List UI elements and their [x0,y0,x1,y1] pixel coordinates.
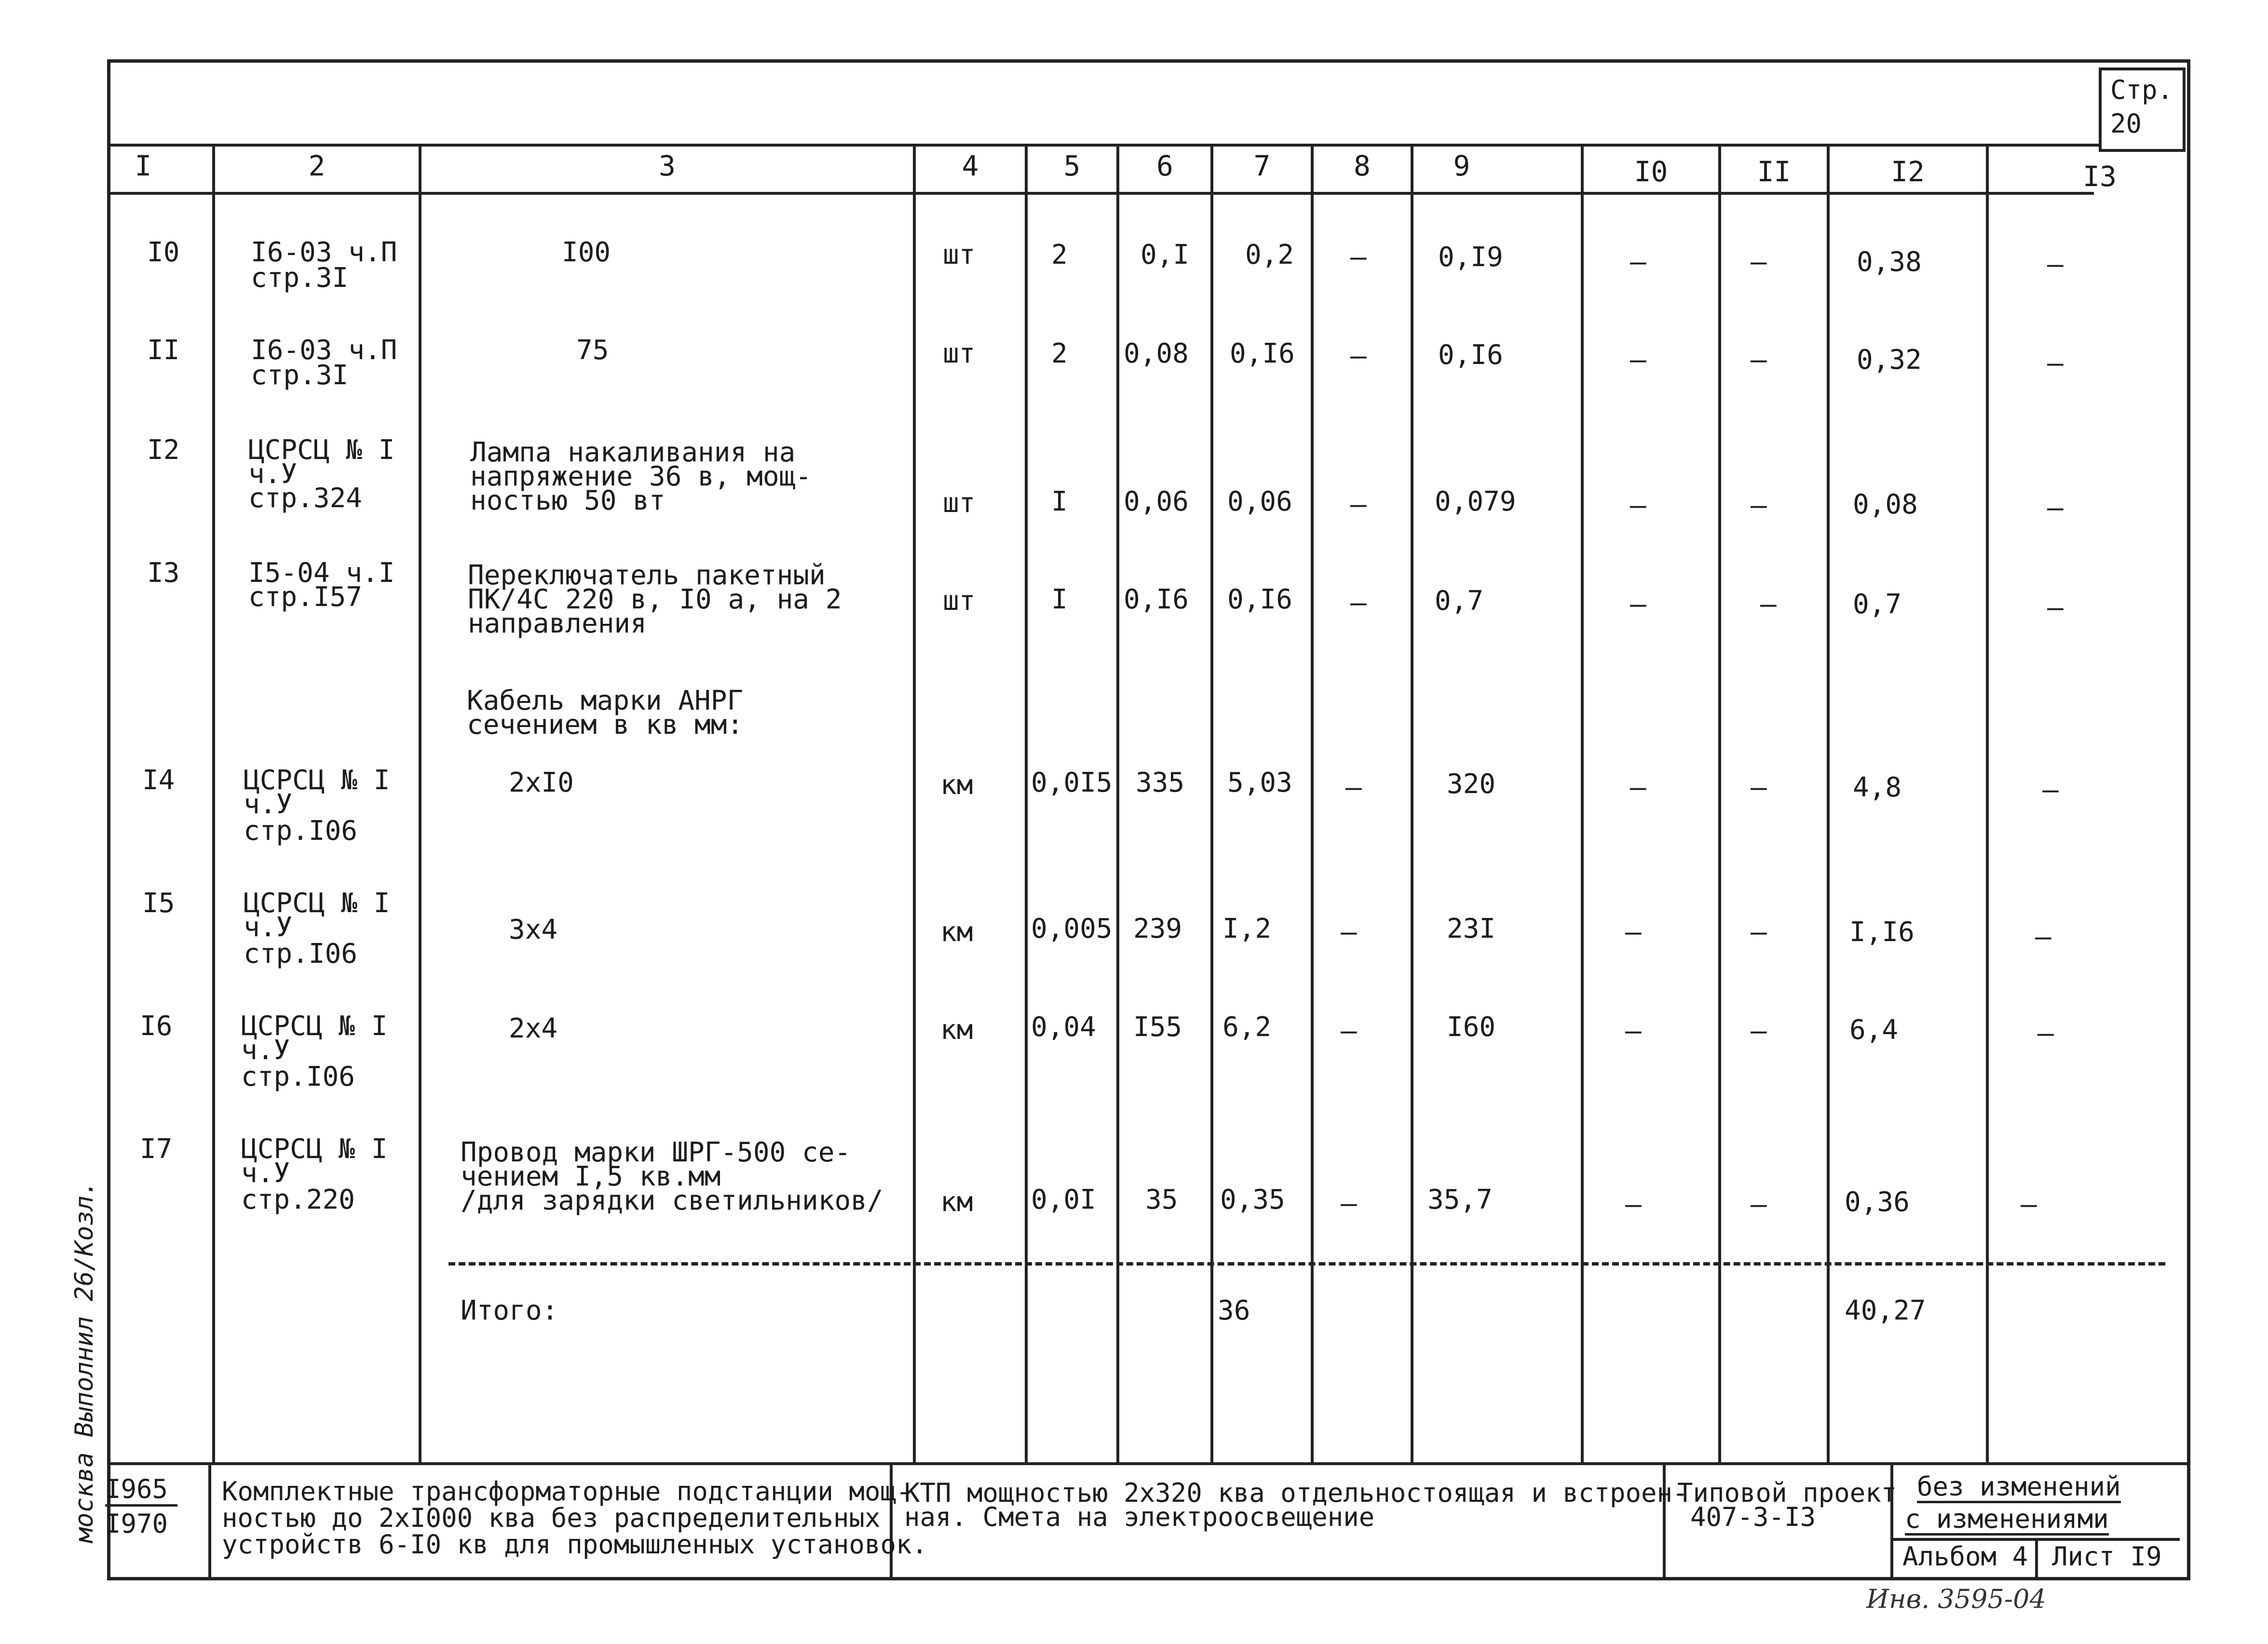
row-ref: ч.У [248,458,298,490]
row-col6: 0,I6 [1124,584,1189,615]
col-header-10: I0 [1634,155,1668,188]
row-col12: 0,7 [1853,589,1902,620]
row-ref: стр.I06 [244,938,358,970]
year-2: I970 [105,1509,168,1539]
row-col5: 0,005 [1031,913,1113,944]
row-ref: стр.220 [241,1184,355,1215]
description-line-3: устройств 6-I0 кв для промышленных установок. [222,1529,927,1560]
total-col7: 36 [1218,1295,1250,1326]
row-col13: – [2037,1018,2054,1049]
row-col10: – [1630,589,1646,620]
row-col7: 0,06 [1227,486,1292,517]
row-name: напряжение 36 в, мощ- [470,461,812,492]
row-col8: – [1341,1188,1357,1219]
row-col12: 0,08 [1853,489,1918,520]
row-col5: 0,0I [1031,1184,1096,1215]
row-col13: – [2035,921,2051,953]
row-col12: 0,32 [1857,344,1922,376]
row-name: ПК/4С 220 в, I0 а, на 2 [468,584,842,615]
row-col8: – [1341,1015,1357,1047]
subject-line-1: КТП мощностью 2х320 ква отдельностоящая и встроен- [904,1478,1688,1508]
row-col6: 239 [1133,913,1182,944]
row-unit: шт [943,487,976,519]
row-col10: – [1625,916,1642,948]
row-name: /для зарядки светильников/ [461,1185,883,1216]
row-col5: 2 [1051,239,1068,270]
col-header-13: I3 [2083,160,2117,193]
row-col9: 0,I6 [1438,339,1503,371]
row-col9: 0,I9 [1438,242,1503,273]
row-name: Провод марки ШРГ-500 се- [461,1137,851,1168]
row-col7: 0,I6 [1227,584,1292,615]
row-name: I00 [562,237,611,268]
col-header-8: 8 [1354,149,1371,182]
row-col8: – [1345,772,1362,803]
row-name: Лампа накаливания на [470,437,796,468]
row-col7: 0,35 [1220,1184,1285,1215]
row-col8: – [1341,916,1357,948]
row-name: 2хI0 [509,767,574,798]
row-ref: стр.3I [251,262,349,294]
total-label: Итого: [461,1295,558,1326]
page-number: 20 [2110,108,2142,139]
header-bottom-line [107,192,2094,195]
row-col11: – [1751,344,1767,376]
row-col7: 0,I6 [1230,338,1295,369]
row-col12: 0,38 [1857,246,1922,278]
col-header-11: II [1757,155,1791,188]
row-ref: стр.I06 [241,1061,355,1092]
side-stamp: москва Выполнил 26/Козл. [70,1180,99,1543]
row-unit: шт [943,585,976,617]
project-number: 407-3-I3 [1690,1502,1816,1532]
row-col11: – [1751,1189,1767,1220]
status-changed: с изменениями [1905,1505,2109,1536]
total-col12: 40,27 [1845,1295,1926,1326]
row-col10: – [1630,490,1646,521]
total-separator [448,1262,2165,1266]
row-col7: 5,03 [1227,767,1292,798]
row-ref: ч.У [244,789,293,820]
row-number: I4 [142,765,175,796]
col-header-6: 6 [1156,149,1173,182]
row-col8: – [1350,340,1367,372]
row-col10: – [1630,344,1646,376]
row-col10: – [1630,772,1646,803]
row-ref: стр.I06 [244,815,358,847]
row-col12: I,I6 [1849,916,1915,948]
row-name: 3х4 [509,914,558,945]
row-unit: км [940,1186,973,1218]
row-col11: – [1751,246,1767,278]
row-ref: ЦСРСЦ № I [241,1011,388,1042]
row-col7: I,2 [1222,913,1272,944]
row-ref: I6-03 ч.П [251,335,397,366]
row-col7: 0,2 [1245,239,1294,270]
group-heading: сечением в кв мм: [467,709,744,741]
row-number: I3 [147,557,180,589]
row-col5: 2 [1051,338,1068,369]
row-ref: стр.I57 [248,581,363,613]
row-col12: 0,36 [1845,1186,1910,1218]
row-col6: 335 [1136,767,1185,798]
row-col13: – [2021,1189,2037,1220]
row-col13: – [2047,348,2064,379]
row-col9: 35,7 [1427,1184,1493,1215]
page-label: Стр. [2110,75,2173,105]
row-name: направления [468,608,647,639]
row-col11: – [1751,772,1767,803]
row-ref: ЦСРСЦ № I [244,888,390,919]
row-name: 2х4 [509,1013,558,1044]
row-col8: – [1350,242,1367,273]
row-col6: 0,06 [1124,486,1189,517]
row-number: I0 [147,237,180,268]
col-divider-2 [419,144,421,1462]
row-col13: – [2047,249,2064,280]
row-ref: I6-03 ч.П [251,237,397,268]
row-ref: стр.3I [251,360,349,391]
col-header-2: 2 [308,149,326,182]
status-unchanged: без изменений [1917,1473,2121,1503]
col-header-5: 5 [1063,149,1081,182]
row-col8: – [1350,587,1367,619]
row-col11: – [1751,916,1767,948]
row-ref: ЦСРСЦ № I [248,434,395,466]
row-col5: 0,04 [1031,1011,1096,1043]
row-number: II [147,335,180,366]
row-number: I5 [142,888,175,919]
row-unit: км [940,769,973,801]
row-number: I6 [140,1011,173,1042]
row-col6: 0,I [1141,239,1190,270]
row-unit: км [940,1014,973,1046]
sheet-label: Лист I9 [2052,1541,2162,1572]
header-top-line [107,144,2099,147]
row-col8: – [1350,489,1367,520]
col-header-1: I [135,149,152,182]
row-col11: – [1751,490,1767,521]
year-underline [105,1504,177,1507]
page-number-box [2099,67,2186,152]
row-col11: – [1751,1015,1767,1047]
description-line-1: Комплектные трансформаторные подстанции мощ- [222,1476,912,1507]
row-unit: шт [943,338,976,369]
row-ref: ч.У [241,1158,290,1189]
col-header-9: 9 [1453,149,1470,182]
row-number: I7 [140,1133,173,1165]
title-block-top-line [107,1462,2190,1465]
tb-album-divider [2035,1538,2038,1580]
row-col13: – [2042,774,2059,806]
row-ref: ч.У [244,912,293,943]
row-col12: 6,4 [1849,1014,1899,1046]
row-name: 75 [576,335,609,366]
description-line-2: ностью до 2хI000 ква без распределительных [222,1503,881,1533]
row-ref: I5-04 ч.I [248,557,395,589]
row-ref: стр.324 [248,483,363,514]
row-col9: 0,079 [1435,486,1516,517]
row-col6: 35 [1145,1184,1178,1215]
row-unit: км [940,916,973,948]
subject-line-2: ная. Смета на электроосвещение [904,1502,1375,1532]
row-col10: – [1625,1015,1642,1047]
tb-divider-1 [208,1462,211,1580]
row-ref: ЦСРСЦ № I [241,1133,388,1165]
row-col9: I60 [1447,1011,1496,1043]
row-col7: 6,2 [1222,1011,1272,1043]
album-label: Альбом 4 [1902,1541,2028,1572]
group-heading: Кабель марки АНРГ [467,685,744,716]
row-ref: ч.У [241,1035,290,1066]
row-ref: ЦСРСЦ № I [244,765,390,796]
row-col5: I [1051,584,1068,615]
col-header-12: I2 [1891,155,1925,188]
row-col6: I55 [1133,1011,1182,1043]
col-header-3: 3 [659,149,676,182]
row-col13: – [2047,592,2064,623]
row-col9: 0,7 [1435,585,1484,617]
project-label: Типовой проект [1677,1478,1897,1508]
row-col6: 0,08 [1124,338,1189,369]
row-col11: – [1760,589,1777,620]
col-divider-1 [212,144,215,1462]
row-col9: 23I [1447,913,1496,944]
row-col5: I [1051,486,1068,517]
row-unit: шт [943,239,976,270]
row-col10: – [1625,1189,1642,1220]
row-name: чением I,5 кв.мм [461,1161,721,1192]
row-col9: 320 [1447,768,1496,800]
row-col12: 4,8 [1853,772,1902,803]
row-col5: 0,0I5 [1031,767,1113,798]
inventory-note: Инв. 3595-04 [1866,1584,2046,1614]
row-name: Переключатель пакетный [468,560,826,591]
year-1: I965 [105,1474,168,1504]
row-name: ностью 50 вт [470,485,665,516]
row-col10: – [1630,246,1646,278]
col-header-4: 4 [962,149,979,182]
row-col13: – [2047,492,2064,524]
row-number: I2 [147,434,180,466]
col-header-7: 7 [1253,149,1271,182]
